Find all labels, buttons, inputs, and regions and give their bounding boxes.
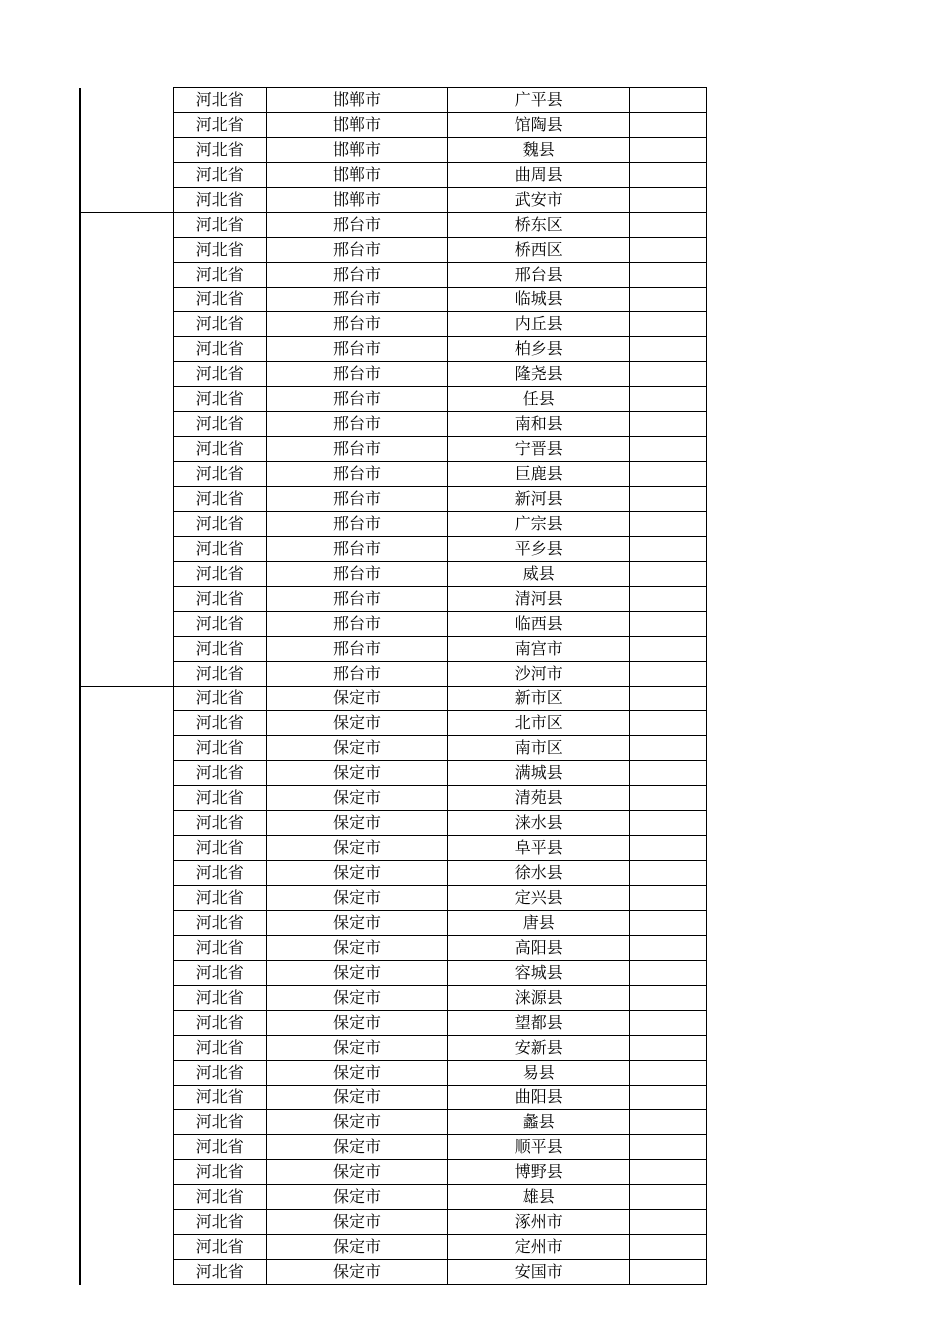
city-cell[interactable]: 邯郸市	[266, 162, 448, 187]
city-cell[interactable]: 保定市	[266, 861, 448, 886]
county-cell[interactable]: 广平县	[448, 88, 630, 113]
table-row	[80, 586, 707, 611]
table-row	[80, 761, 707, 786]
county-cell[interactable]: 容城县	[448, 960, 630, 985]
empty-cell[interactable]	[630, 1085, 707, 1110]
table-row	[80, 137, 707, 162]
table-row	[80, 636, 707, 661]
table-row	[80, 412, 707, 437]
empty-cell[interactable]	[630, 1035, 707, 1060]
table-row	[80, 262, 707, 287]
empty-cell[interactable]	[630, 561, 707, 586]
city-cell[interactable]: 保定市	[266, 1185, 448, 1210]
province-cell[interactable]: 河北省	[173, 1010, 266, 1035]
table-row	[80, 686, 707, 711]
county-cell[interactable]: 清苑县	[448, 786, 630, 811]
table-row	[80, 362, 707, 387]
province-cell[interactable]: 河北省	[173, 686, 266, 711]
city-cell[interactable]: 邢台市	[266, 237, 448, 262]
city-cell[interactable]: 邢台市	[266, 287, 448, 312]
county-cell[interactable]: 威县	[448, 561, 630, 586]
county-cell[interactable]: 曲周县	[448, 162, 630, 187]
table-row	[80, 1135, 707, 1160]
county-cell[interactable]: 魏县	[448, 137, 630, 162]
county-cell[interactable]: 定州市	[448, 1235, 630, 1260]
province-cell[interactable]: 河北省	[173, 1135, 266, 1160]
province-cell[interactable]: 河北省	[173, 162, 266, 187]
city-cell[interactable]: 保定市	[266, 786, 448, 811]
province-cell[interactable]: 河北省	[173, 437, 266, 462]
empty-cell[interactable]	[630, 661, 707, 686]
county-cell[interactable]: 南和县	[448, 412, 630, 437]
county-cell[interactable]: 邢台县	[448, 262, 630, 287]
empty-cell[interactable]	[630, 886, 707, 911]
province-cell[interactable]: 河北省	[173, 836, 266, 861]
table-row	[80, 1160, 707, 1185]
county-cell[interactable]: 平乡县	[448, 536, 630, 561]
province-cell[interactable]: 河北省	[173, 511, 266, 536]
table-row	[80, 187, 707, 212]
empty-cell[interactable]	[630, 935, 707, 960]
province-cell[interactable]: 河北省	[173, 910, 266, 935]
county-cell[interactable]: 巨鹿县	[448, 462, 630, 487]
table-row	[80, 462, 707, 487]
table-row	[80, 611, 707, 636]
empty-cell[interactable]	[630, 362, 707, 387]
table-row	[80, 661, 707, 686]
table-body	[80, 88, 707, 1285]
empty-cell[interactable]	[630, 287, 707, 312]
city-cell[interactable]: 保定市	[266, 736, 448, 761]
province-cell[interactable]: 河北省	[173, 387, 266, 412]
empty-cell[interactable]	[630, 1185, 707, 1210]
table-row	[80, 1060, 707, 1085]
table-row	[80, 162, 707, 187]
province-cell[interactable]: 河北省	[173, 112, 266, 137]
province-cell[interactable]: 河北省	[173, 212, 266, 237]
table-row	[80, 88, 707, 113]
province-cell[interactable]: 河北省	[173, 1110, 266, 1135]
province-cell[interactable]: 河北省	[173, 137, 266, 162]
spreadsheet	[79, 87, 707, 1285]
city-cell[interactable]: 邢台市	[266, 561, 448, 586]
empty-cell[interactable]	[630, 162, 707, 187]
city-cell[interactable]: 保定市	[266, 1135, 448, 1160]
empty-cell[interactable]	[630, 511, 707, 536]
province-cell[interactable]: 河北省	[173, 462, 266, 487]
county-cell[interactable]: 新河县	[448, 487, 630, 512]
city-cell[interactable]: 保定市	[266, 1260, 448, 1285]
table-row	[80, 1085, 707, 1110]
table-row	[80, 861, 707, 886]
empty-cell[interactable]	[630, 312, 707, 337]
empty-cell[interactable]	[630, 761, 707, 786]
county-cell[interactable]: 内丘县	[448, 312, 630, 337]
province-cell[interactable]: 河北省	[173, 586, 266, 611]
city-cell[interactable]: 邢台市	[266, 536, 448, 561]
province-cell[interactable]: 河北省	[173, 1060, 266, 1085]
city-cell[interactable]: 邢台市	[266, 487, 448, 512]
table-row	[80, 1260, 707, 1285]
table-row	[80, 886, 707, 911]
city-cell[interactable]: 保定市	[266, 1035, 448, 1060]
county-cell[interactable]: 临西县	[448, 611, 630, 636]
province-cell[interactable]: 河北省	[173, 636, 266, 661]
city-cell[interactable]: 邢台市	[266, 412, 448, 437]
province-cell[interactable]: 河北省	[173, 1235, 266, 1260]
county-cell[interactable]: 沙河市	[448, 661, 630, 686]
county-cell[interactable]: 定兴县	[448, 886, 630, 911]
county-cell[interactable]: 蠡县	[448, 1110, 630, 1135]
city-cell[interactable]: 保定市	[266, 960, 448, 985]
table-row	[80, 511, 707, 536]
table-row	[80, 985, 707, 1010]
table-row	[80, 237, 707, 262]
county-cell[interactable]: 南宫市	[448, 636, 630, 661]
empty-cell[interactable]	[630, 711, 707, 736]
table-row	[80, 437, 707, 462]
city-cell[interactable]: 保定市	[266, 686, 448, 711]
empty-cell[interactable]	[630, 137, 707, 162]
city-cell[interactable]: 邯郸市	[266, 112, 448, 137]
city-cell[interactable]: 邢台市	[266, 262, 448, 287]
city-cell[interactable]: 邯郸市	[266, 187, 448, 212]
table-row	[80, 487, 707, 512]
county-cell[interactable]: 北市区	[448, 711, 630, 736]
empty-cell[interactable]	[630, 1110, 707, 1135]
city-cell[interactable]: 保定市	[266, 1160, 448, 1185]
province-cell[interactable]: 河北省	[173, 337, 266, 362]
city-cell[interactable]: 邢台市	[266, 586, 448, 611]
empty-cell[interactable]	[630, 462, 707, 487]
county-cell[interactable]: 满城县	[448, 761, 630, 786]
empty-cell[interactable]	[630, 112, 707, 137]
county-cell[interactable]: 新市区	[448, 686, 630, 711]
city-cell[interactable]: 保定市	[266, 1110, 448, 1135]
table-row	[80, 387, 707, 412]
empty-cell[interactable]	[630, 960, 707, 985]
province-cell[interactable]: 河北省	[173, 960, 266, 985]
table-row	[80, 1010, 707, 1035]
table-row	[80, 561, 707, 586]
table-row	[80, 1110, 707, 1135]
county-cell[interactable]: 曲阳县	[448, 1085, 630, 1110]
empty-cell[interactable]	[630, 586, 707, 611]
empty-cell[interactable]	[630, 1210, 707, 1235]
region-table	[79, 87, 707, 1285]
city-cell[interactable]: 邢台市	[266, 437, 448, 462]
city-cell[interactable]: 邢台市	[266, 337, 448, 362]
city-cell[interactable]: 邢台市	[266, 611, 448, 636]
city-cell[interactable]: 邢台市	[266, 312, 448, 337]
county-cell[interactable]: 雄县	[448, 1185, 630, 1210]
city-cell[interactable]: 保定市	[266, 1210, 448, 1235]
city-cell[interactable]: 邢台市	[266, 636, 448, 661]
province-cell[interactable]: 河北省	[173, 536, 266, 561]
county-cell[interactable]: 涞源县	[448, 985, 630, 1010]
empty-cell[interactable]	[630, 187, 707, 212]
table-row	[80, 836, 707, 861]
empty-cell[interactable]	[630, 985, 707, 1010]
province-cell[interactable]: 河北省	[173, 287, 266, 312]
county-cell[interactable]: 临城县	[448, 287, 630, 312]
province-cell[interactable]: 河北省	[173, 1210, 266, 1235]
county-cell[interactable]: 唐县	[448, 910, 630, 935]
county-cell[interactable]: 望都县	[448, 1010, 630, 1035]
province-cell[interactable]: 河北省	[173, 985, 266, 1010]
empty-cell[interactable]	[630, 337, 707, 362]
county-cell[interactable]: 清河县	[448, 586, 630, 611]
table-row	[80, 1185, 707, 1210]
group-cell[interactable]	[80, 212, 173, 686]
county-cell[interactable]: 柏乡县	[448, 337, 630, 362]
empty-cell[interactable]	[630, 437, 707, 462]
city-cell[interactable]: 邯郸市	[266, 88, 448, 113]
province-cell[interactable]: 河北省	[173, 761, 266, 786]
empty-cell[interactable]	[630, 861, 707, 886]
empty-cell[interactable]	[630, 611, 707, 636]
table-row	[80, 811, 707, 836]
empty-cell[interactable]	[630, 237, 707, 262]
county-cell[interactable]: 安新县	[448, 1035, 630, 1060]
empty-cell[interactable]	[630, 1060, 707, 1085]
table-row	[80, 960, 707, 985]
province-cell[interactable]: 河北省	[173, 262, 266, 287]
empty-cell[interactable]	[630, 1010, 707, 1035]
table-row	[80, 337, 707, 362]
table-row	[80, 112, 707, 137]
province-cell[interactable]: 河北省	[173, 661, 266, 686]
table-row	[80, 1235, 707, 1260]
county-cell[interactable]: 广宗县	[448, 511, 630, 536]
province-cell[interactable]: 河北省	[173, 1160, 266, 1185]
empty-cell[interactable]	[630, 736, 707, 761]
table-row	[80, 910, 707, 935]
empty-cell[interactable]	[630, 811, 707, 836]
city-cell[interactable]: 邢台市	[266, 387, 448, 412]
city-cell[interactable]: 邢台市	[266, 462, 448, 487]
table-row	[80, 736, 707, 761]
city-cell[interactable]: 保定市	[266, 935, 448, 960]
county-cell[interactable]: 南市区	[448, 736, 630, 761]
county-cell[interactable]: 武安市	[448, 187, 630, 212]
county-cell[interactable]: 宁晋县	[448, 437, 630, 462]
province-cell[interactable]: 河北省	[173, 1035, 266, 1060]
city-cell[interactable]: 保定市	[266, 1235, 448, 1260]
county-cell[interactable]: 隆尧县	[448, 362, 630, 387]
province-cell[interactable]: 河北省	[173, 1260, 266, 1285]
county-cell[interactable]: 安国市	[448, 1260, 630, 1285]
county-cell[interactable]: 涿州市	[448, 1210, 630, 1235]
county-cell[interactable]: 徐水县	[448, 861, 630, 886]
province-cell[interactable]: 河北省	[173, 711, 266, 736]
city-cell[interactable]: 邢台市	[266, 511, 448, 536]
empty-cell[interactable]	[630, 786, 707, 811]
province-cell[interactable]: 河北省	[173, 861, 266, 886]
table-row	[80, 786, 707, 811]
city-cell[interactable]: 邢台市	[266, 661, 448, 686]
county-cell[interactable]: 任县	[448, 387, 630, 412]
province-cell[interactable]: 河北省	[173, 412, 266, 437]
table-row	[80, 711, 707, 736]
empty-cell[interactable]	[630, 636, 707, 661]
empty-cell[interactable]	[630, 536, 707, 561]
empty-cell[interactable]	[630, 686, 707, 711]
empty-cell[interactable]	[630, 910, 707, 935]
county-cell[interactable]: 顺平县	[448, 1135, 630, 1160]
empty-cell[interactable]	[630, 1260, 707, 1285]
province-cell[interactable]: 河北省	[173, 1185, 266, 1210]
city-cell[interactable]: 邢台市	[266, 212, 448, 237]
county-cell[interactable]: 易县	[448, 1060, 630, 1085]
empty-cell[interactable]	[630, 262, 707, 287]
province-cell[interactable]: 河北省	[173, 561, 266, 586]
empty-cell[interactable]	[630, 88, 707, 113]
table-row	[80, 1210, 707, 1235]
province-cell[interactable]: 河北省	[173, 88, 266, 113]
empty-cell[interactable]	[630, 412, 707, 437]
table-row	[80, 312, 707, 337]
county-cell[interactable]: 涞水县	[448, 811, 630, 836]
province-cell[interactable]: 河北省	[173, 611, 266, 636]
county-cell[interactable]: 高阳县	[448, 935, 630, 960]
group-cell[interactable]	[80, 88, 173, 213]
empty-cell[interactable]	[630, 487, 707, 512]
table-row	[80, 287, 707, 312]
county-cell[interactable]: 博野县	[448, 1160, 630, 1185]
province-cell[interactable]: 河北省	[173, 312, 266, 337]
city-cell[interactable]: 保定市	[266, 985, 448, 1010]
county-cell[interactable]: 馆陶县	[448, 112, 630, 137]
empty-cell[interactable]	[630, 387, 707, 412]
city-cell[interactable]: 保定市	[266, 836, 448, 861]
table-row	[80, 212, 707, 237]
city-cell[interactable]: 保定市	[266, 910, 448, 935]
table-row	[80, 935, 707, 960]
city-cell[interactable]: 邯郸市	[266, 137, 448, 162]
city-cell[interactable]: 保定市	[266, 1085, 448, 1110]
province-cell[interactable]: 河北省	[173, 886, 266, 911]
city-cell[interactable]: 邢台市	[266, 362, 448, 387]
province-cell[interactable]: 河北省	[173, 362, 266, 387]
city-cell[interactable]: 保定市	[266, 761, 448, 786]
province-cell[interactable]: 河北省	[173, 935, 266, 960]
province-cell[interactable]: 河北省	[173, 811, 266, 836]
province-cell[interactable]: 河北省	[173, 786, 266, 811]
county-cell[interactable]: 桥西区	[448, 237, 630, 262]
group-cell[interactable]	[80, 686, 173, 1285]
city-cell[interactable]: 保定市	[266, 1060, 448, 1085]
province-cell[interactable]: 河北省	[173, 237, 266, 262]
empty-cell[interactable]	[630, 212, 707, 237]
city-cell[interactable]: 保定市	[266, 886, 448, 911]
city-cell[interactable]: 保定市	[266, 1010, 448, 1035]
city-cell[interactable]: 保定市	[266, 711, 448, 736]
table-row	[80, 1035, 707, 1060]
city-cell[interactable]: 保定市	[266, 811, 448, 836]
province-cell[interactable]: 河北省	[173, 187, 266, 212]
empty-cell[interactable]	[630, 1235, 707, 1260]
province-cell[interactable]: 河北省	[173, 487, 266, 512]
empty-cell[interactable]	[630, 836, 707, 861]
province-cell[interactable]: 河北省	[173, 1085, 266, 1110]
table-row	[80, 536, 707, 561]
empty-cell[interactable]	[630, 1160, 707, 1185]
province-cell[interactable]: 河北省	[173, 736, 266, 761]
county-cell[interactable]: 阜平县	[448, 836, 630, 861]
empty-cell[interactable]	[630, 1135, 707, 1160]
county-cell[interactable]: 桥东区	[448, 212, 630, 237]
